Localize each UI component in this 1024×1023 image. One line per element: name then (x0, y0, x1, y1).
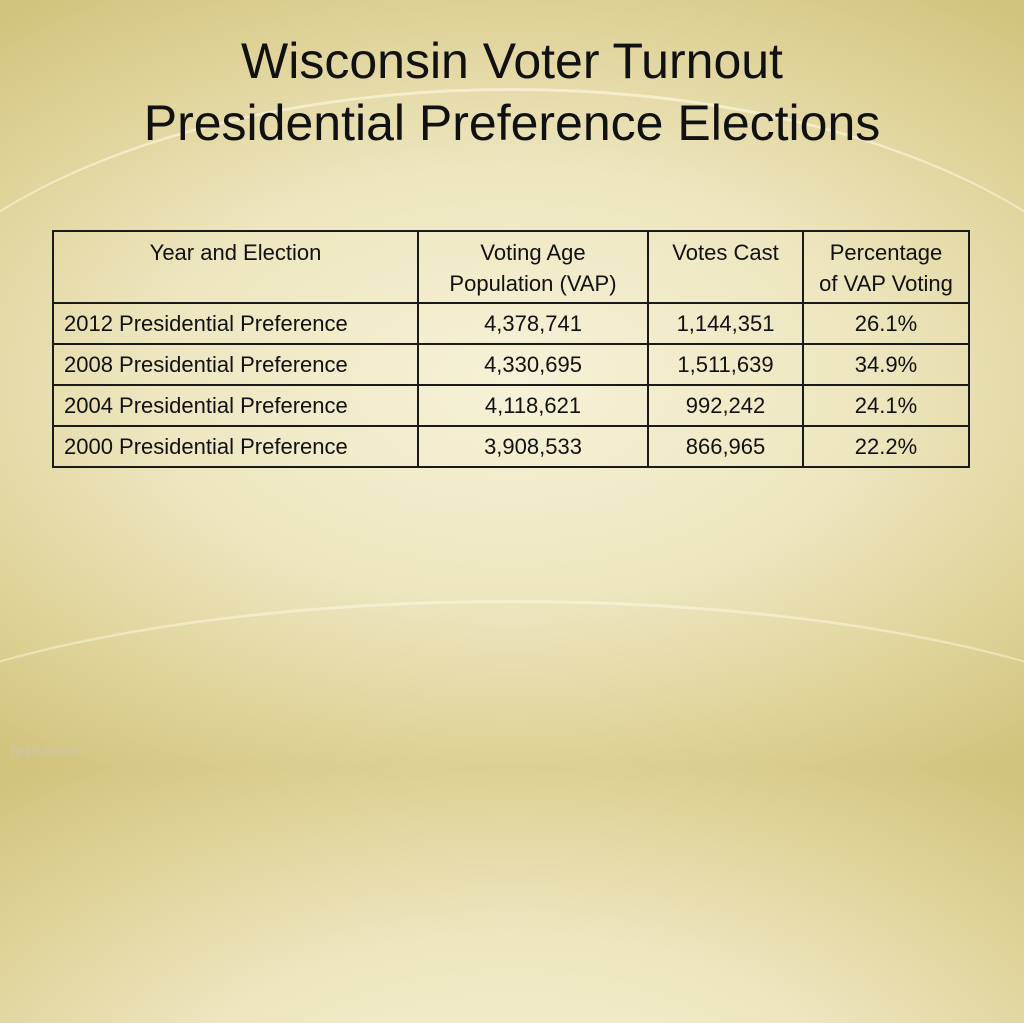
cell-votes-cast: 1,511,639 (648, 344, 803, 385)
turnout-table (52, 230, 970, 468)
cell-election: 2008 Presidential Preference (53, 344, 418, 385)
table-row (53, 344, 969, 385)
cell-votes-cast: 1,144,351 (648, 303, 803, 344)
fppt-logo: fppt.com (10, 742, 78, 759)
cell-election: 2000 Presidential Preference (53, 426, 418, 467)
slide-title-line-1: Wisconsin Voter Turnout (241, 33, 783, 89)
header-year-and-election: Year and Election (53, 231, 418, 303)
slide-title-line-2: Presidential Preference Elections (143, 95, 881, 151)
table-header-row (53, 231, 969, 303)
cell-votes-cast: 866,965 (648, 426, 803, 467)
table-row (53, 303, 969, 344)
cell-vap: 4,330,695 (418, 344, 648, 385)
table-row (53, 426, 969, 467)
background-arc-bottom (0, 600, 1024, 1023)
cell-votes-cast: 992,242 (648, 385, 803, 426)
cell-election: 2012 Presidential Preference (53, 303, 418, 344)
cell-vap: 4,378,741 (418, 303, 648, 344)
header-percentage-vap-voting: Percentage of VAP Voting (803, 231, 969, 303)
slide-title (0, 30, 1024, 154)
cell-election: 2004 Presidential Preference (53, 385, 418, 426)
cell-percentage: 24.1% (803, 385, 969, 426)
cell-vap: 4,118,621 (418, 385, 648, 426)
cell-percentage: 34.9% (803, 344, 969, 385)
table-row (53, 385, 969, 426)
header-votes-cast: Votes Cast (648, 231, 803, 303)
cell-percentage: 26.1% (803, 303, 969, 344)
cell-vap: 3,908,533 (418, 426, 648, 467)
cell-percentage: 22.2% (803, 426, 969, 467)
header-voting-age-population: Voting Age Population (VAP) (418, 231, 648, 303)
